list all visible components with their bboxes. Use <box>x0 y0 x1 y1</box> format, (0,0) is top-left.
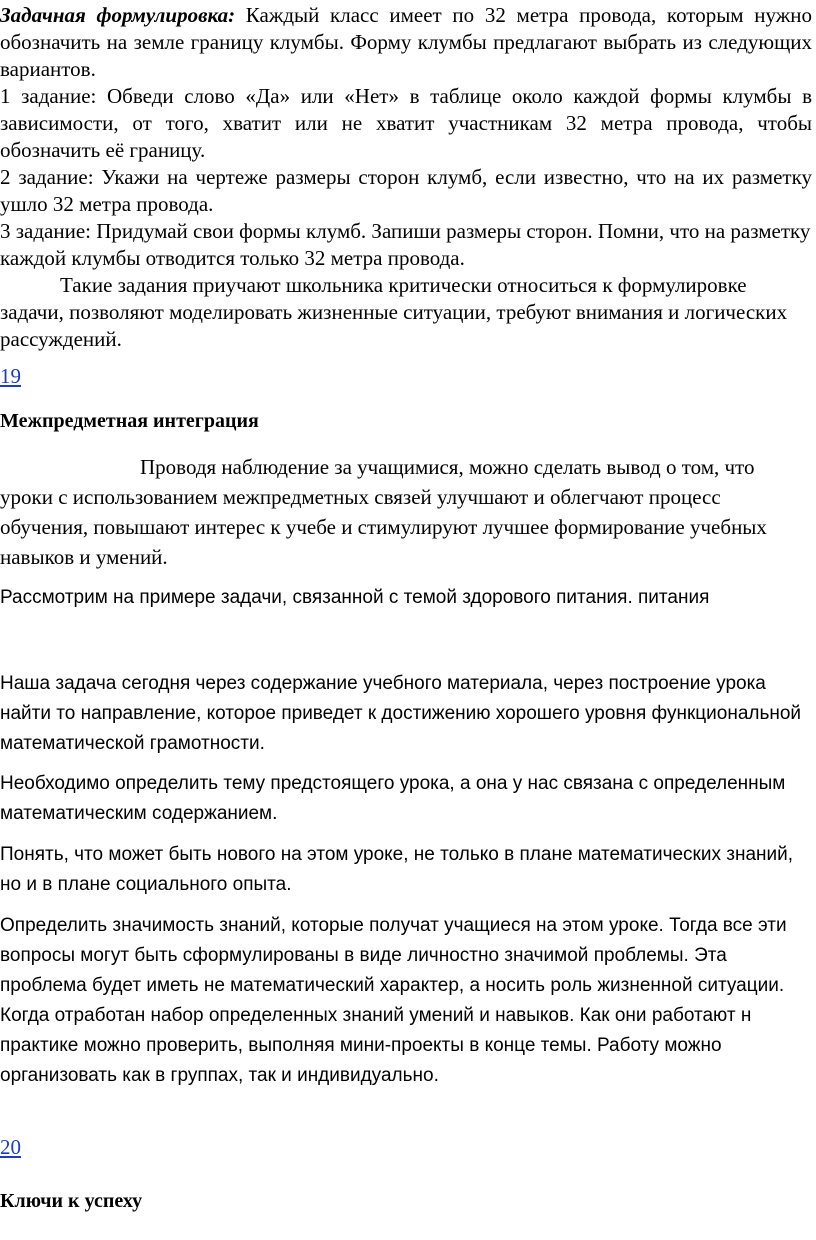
task-intro-paragraph <box>0 2 812 83</box>
task-lead-text: Каждый класс имеет по 32 метра провода, которым нужно обозначить на земле границу клумбы. Форму клумбы предлагают выбрать из следующих вариантов. <box>0 3 812 81</box>
integration-paragraph <box>0 452 812 572</box>
novelty-paragraph: Понять, что может быть нового на этом уроке, не только в плане математических знаний, но и в плане социального опыта. <box>0 844 794 895</box>
page-link-20[interactable]: 20 <box>0 1135 21 1159</box>
example-paragraph: Рассмотрим на примере задачи, связанной с темой здорового питания. питания <box>0 587 710 608</box>
significance-paragraph: Определить значимость знаний, которые получат учащиеся на этом уроке. Тогда все эти вопросы могут быть сформулированы в виде личностно значимой проблемы. Эта проблема будет иметь не математический характер, а носить роль жизненной ситуации. Когда отработан набор определенных знаний умений и навыков. Как они работают н практике можно проверить, выполняя мини-проекты в конце темы. Работу можно организовать как в группах, так и индивидуально. <box>0 915 787 1086</box>
integration-text: Проводя наблюдение за учащимися, можно сделать вывод о том, что уроки с использованием межпредметных связей улучшают и облегчают процесс обучения, повышают интерес к учебе и стимулируют лучшее формирование учебных навыков и умений. <box>0 455 767 569</box>
goal-paragraph: Наша задача сегодня через содержание учебного материала, через построение урока найти то направление, которое приведет к достижению хорошего уровня функциональной математической грамотности. <box>0 673 802 754</box>
task-2-paragraph: 2 задание: Укажи на чертеже размеры сторон клумб, если известно, что на их разметку ушло 32 метра провода. <box>0 165 812 216</box>
conclusion-text: Такие задания приучают школьника критически относиться к формулировке задачи, позволяют моделировать жизненные ситуации, требуют внимания и логических рассуждений. <box>0 273 788 351</box>
page-link-19[interactable]: 19 <box>0 364 21 388</box>
task-3-paragraph: 3 задание: Придумай свои формы клумб. Запиши размеры сторон. Помни, что на разметку каждой клумбы отводится только 32 метра провода. <box>0 219 811 270</box>
conclusion-paragraph <box>0 272 812 353</box>
task-1-paragraph: 1 задание: Обведи слово «Да» или «Нет» в таблице около каждой формы клумбы в зависимости, от того, хватит или не хватит участникам 32 метра провода, чтобы обозначить её границу. <box>0 84 812 162</box>
task-lead-label: Задачная формулировка: <box>0 3 236 27</box>
section-heading-integration: Межпредметная интеграция <box>0 410 259 432</box>
section-heading-keys: Ключи к успеху <box>0 1190 143 1212</box>
topic-paragraph: Необходимо определить тему предстоящего урока, а она у нас связана с определенным математическим содержанием. <box>0 773 786 824</box>
